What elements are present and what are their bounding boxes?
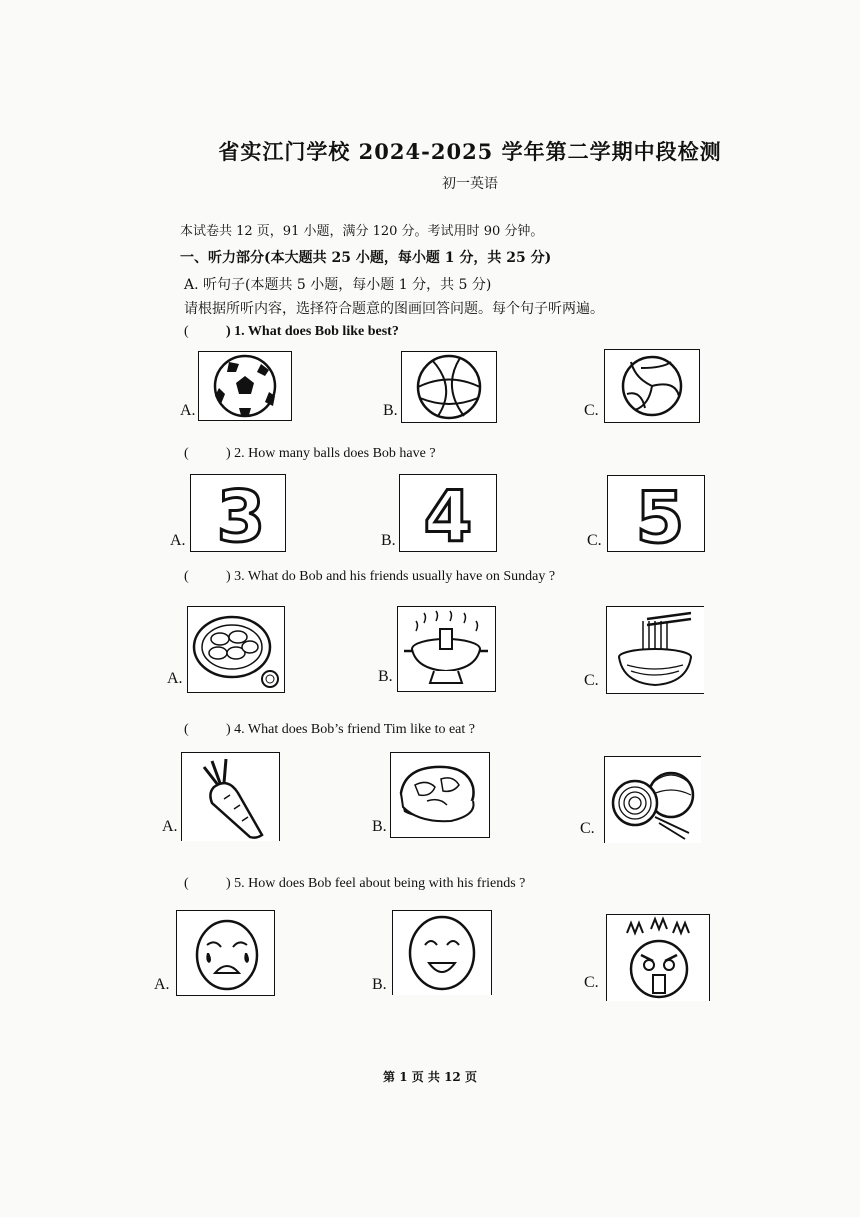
- option-label-b[interactable]: B.: [381, 532, 396, 549]
- option-label-b[interactable]: B.: [372, 818, 387, 835]
- option-label-c[interactable]: C.: [584, 974, 599, 991]
- section-heading: 一、听力部分(本大题共 25 小题，每小题 1 分，共 25 分): [180, 250, 552, 266]
- basketball-image[interactable]: [401, 351, 497, 423]
- option-label-c[interactable]: C.: [584, 672, 599, 689]
- sad-face-image[interactable]: [176, 910, 275, 996]
- answer-blank[interactable]: (: [184, 446, 189, 461]
- answer-blank[interactable]: (: [184, 876, 189, 891]
- svg-text:4: 4: [423, 476, 473, 551]
- option-label-c[interactable]: C.: [584, 402, 599, 419]
- angry-face-image[interactable]: [606, 914, 710, 1001]
- option-label-a[interactable]: A.: [180, 402, 196, 419]
- option-label-b[interactable]: B.: [372, 976, 387, 993]
- hot-pot-image[interactable]: [397, 606, 496, 692]
- number-three-image[interactable]: [190, 474, 286, 552]
- option-label-c[interactable]: C.: [580, 820, 595, 837]
- option-label-b[interactable]: B.: [378, 668, 393, 685]
- page-subtitle: 初一英语: [442, 176, 498, 192]
- svg-text:5: 5: [635, 477, 685, 551]
- option-label-a[interactable]: A.: [162, 818, 178, 835]
- number-four-image[interactable]: [399, 474, 497, 552]
- number-five-image[interactable]: [607, 475, 705, 552]
- dumplings-image[interactable]: [187, 606, 285, 693]
- volleyball-image[interactable]: [604, 349, 700, 423]
- question-text: ) 2. How many balls does Bob have ?: [226, 446, 436, 461]
- exam-intro: 本试卷共 12 页，91 小题，满分 120 分。考试用时 90 分钟。: [180, 224, 544, 239]
- question-2: [184, 446, 436, 462]
- answer-blank[interactable]: (: [184, 324, 189, 339]
- noodles-image[interactable]: [606, 606, 704, 694]
- meat-image[interactable]: [390, 752, 490, 838]
- svg-text:3: 3: [216, 476, 266, 551]
- answer-blank[interactable]: (: [184, 722, 189, 737]
- onion-image[interactable]: [604, 756, 701, 843]
- question-text: ) 1. What does Bob like best?: [226, 324, 399, 339]
- question-text: ) 4. What does Bob’s friend Tim like to eat ?: [226, 722, 475, 737]
- question-4: [184, 722, 475, 738]
- option-label-a[interactable]: A.: [167, 670, 183, 687]
- option-label-b[interactable]: B.: [383, 402, 398, 419]
- carrot-image[interactable]: [181, 752, 280, 841]
- question-text: ) 5. How does Bob feel about being with his friends ?: [226, 876, 526, 891]
- instruction: 请根据所听内容，选择符合题意的图画回答问题。每个句子听两遍。: [184, 301, 604, 317]
- question-text: ) 3. What do Bob and his friends usually have on Sunday ?: [226, 569, 556, 584]
- question-1: [184, 324, 399, 340]
- option-label-c[interactable]: C.: [587, 532, 602, 549]
- soccer-ball-image[interactable]: [198, 351, 292, 421]
- happy-face-image[interactable]: [392, 910, 492, 995]
- option-label-a[interactable]: A.: [154, 976, 170, 993]
- question-5: [184, 876, 525, 892]
- page-number: 第 1 页 共 12 页: [383, 1070, 477, 1084]
- option-label-a[interactable]: A.: [170, 532, 186, 549]
- page-title: 省实江门学校 2024-2025 学年第二学期中段检测: [218, 139, 722, 164]
- question-3: [184, 569, 555, 585]
- answer-blank[interactable]: (: [184, 569, 189, 584]
- part-a-heading: A. 听句子(本题共 5 小题，每小题 1 分，共 5 分): [184, 277, 492, 293]
